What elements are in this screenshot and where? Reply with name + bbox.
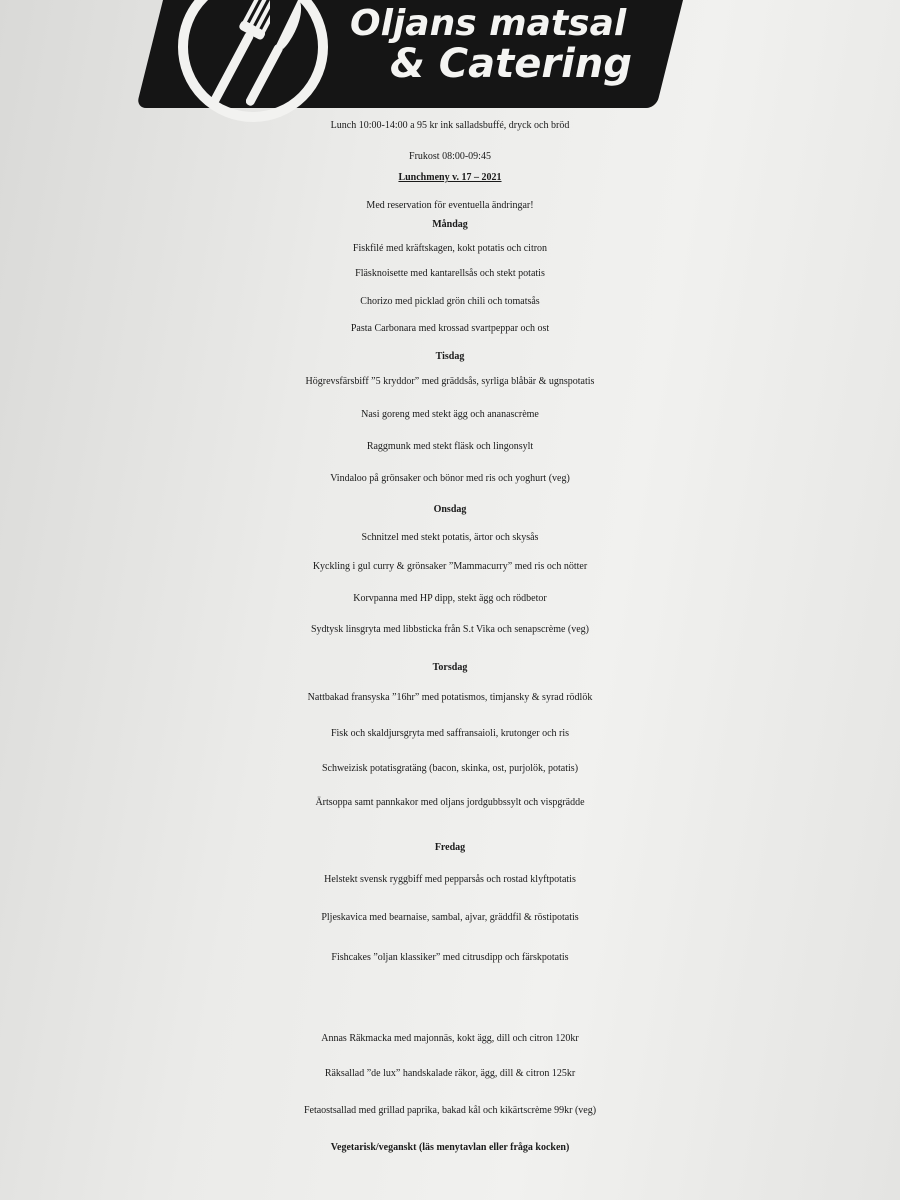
dish-item: Högrevsfärsbiff ”5 kryddor” med gräddsås, syrliga blåbär & ugnspotatis	[305, 376, 595, 387]
lunch-info: Lunch 10:00-14:00 a 95 kr ink salladsbuffé, dryck och bröd	[330, 120, 570, 131]
vegetarian-note: Vegetarisk/veganskt (läs menytavlan eller fråga kocken)	[330, 1142, 570, 1153]
dish-item: Nasi goreng med stekt ägg och ananascrème	[361, 409, 539, 420]
dish-item: Schnitzel med stekt potatis, ärtor och skysås	[361, 532, 539, 543]
day-heading-wednesday: Onsdag	[433, 504, 467, 515]
dish-item: Schweizisk potatisgratäng (bacon, skinka, ost, purjolök, potatis)	[321, 763, 579, 774]
extra-item: Fetaostsallad med grillad paprika, bakad kål och kikärtscrème 99kr (veg)	[303, 1105, 597, 1116]
dish-item: Ärtsoppa samt pannkakor med oljans jordgubbssylt och vispgrädde	[315, 797, 585, 808]
dish-item: Chorizo med picklad grön chili och tomatsås	[360, 296, 540, 307]
extra-item: Räksallad ”de lux” handskalade räkor, ägg, dill & citron 125kr	[324, 1068, 576, 1079]
dish-item: Fläsknoisette med kantarellsås och stekt potatis	[355, 268, 545, 279]
dish-item: Sydtysk linsgryta med libbsticka från S.t Vika och senapscrème (veg)	[310, 624, 590, 635]
menu-title: Lunchmeny v. 17 – 2021	[398, 172, 502, 183]
day-heading-thursday: Torsdag	[432, 662, 468, 673]
logo-line-1: Oljans matsal	[350, 3, 627, 44]
dish-item: Fiskfilé med kräftskagen, kokt potatis och citron	[352, 243, 548, 254]
dish-item: Fisk och skaldjursgryta med saffransaioli, krutonger och ris	[330, 728, 570, 739]
day-heading-monday: Måndag	[432, 219, 468, 230]
dish-item: Nattbakad fransyska ”16hr” med potatismos, timjansky & syrad rödlök	[307, 692, 593, 703]
dish-item: Korvpanna med HP dipp, stekt ägg och rödbetor	[353, 593, 547, 604]
breakfast-info: Frukost 08:00-09:45	[409, 151, 491, 162]
restaurant-logo	[168, 0, 708, 112]
knife-icon	[246, 0, 306, 114]
dish-item: Fishcakes ”oljan klassiker” med citrusdipp och färskpotatis	[331, 952, 569, 963]
logo-text	[350, 3, 632, 87]
reservation-note: Med reservation för eventuella ändringar!	[366, 200, 534, 211]
dish-item: Pljeskavica med bearnaise, sambal, ajvar, gräddfil & röstipotatis	[321, 912, 579, 923]
dish-item: Vindaloo på grönsaker och bönor med ris och yoghurt (veg)	[330, 473, 570, 484]
dish-item: Helstekt svensk ryggbiff med pepparsås och rostad klyftpotatis	[324, 874, 576, 885]
day-heading-friday: Fredag	[434, 842, 466, 853]
logo-line-2: & Catering	[390, 41, 632, 87]
dish-item: Pasta Carbonara med krossad svartpeppar och ost	[350, 323, 550, 334]
extra-item: Annas Räkmacka med majonnäs, kokt ägg, dill och citron 120kr	[321, 1033, 579, 1044]
day-heading-tuesday: Tisdag	[435, 351, 465, 362]
dish-item: Raggmunk med stekt fläsk och lingonsylt	[366, 441, 534, 452]
dish-item: Kyckling i gul curry & grönsaker ”Mammacurry” med ris och nötter	[312, 561, 588, 572]
